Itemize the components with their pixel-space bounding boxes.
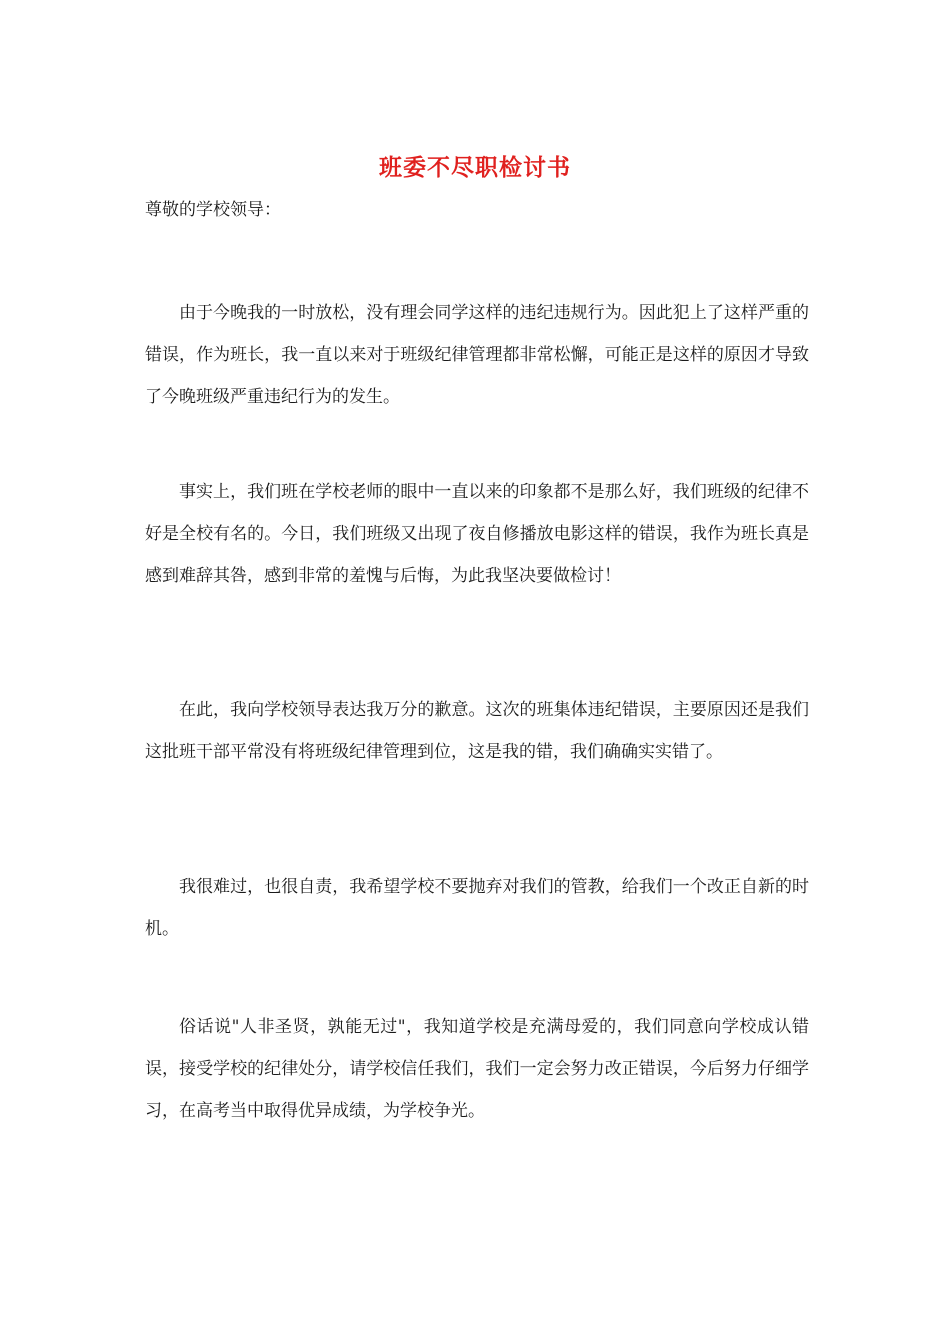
- paragraph-4: 我很难过，也很自责，我希望学校不要抛弃对我们的管教，给我们一个改正自新的时机。: [145, 877, 809, 939]
- paragraph-3: 在此，我向学校领导表达我万分的歉意。这次的班集体违纪错误，主要原因还是我们这批班干部平常没有将班级纪律管理到位，这是我的错，我们确确实实错了。: [145, 700, 809, 762]
- salutation: 尊敬的学校领导：: [145, 200, 281, 220]
- paragraph-1: 由于今晚我的一时放松，没有理会同学这样的违纪违规行为。因此犯上了这样严重的错误，作为班长，我一直以来对于班级纪律管理都非常松懈，可能正是这样的原因才导致了今晚班级严重违纪行为的发生。: [145, 303, 809, 407]
- paragraph-5: 俗话说"人非圣贤，孰能无过"，我知道学校是充满母爱的，我们同意向学校成认错误，接受学校的纪律处分，请学校信任我们，我们一定会努力改正错误，今后努力仔细学习，在高考当中取得优异成绩，为学校争光。: [145, 1017, 809, 1121]
- paragraph-2: 事实上，我们班在学校老师的眼中一直以来的印象都不是那么好，我们班级的纪律不好是全校有名的。今日，我们班级又出现了夜自修播放电影这样的错误，我作为班长真是感到难辞其咎，感到非常的羞愧与后悔，为此我坚决要做检讨！: [145, 482, 809, 586]
- document-title: 班委不尽职检讨书: [379, 154, 571, 181]
